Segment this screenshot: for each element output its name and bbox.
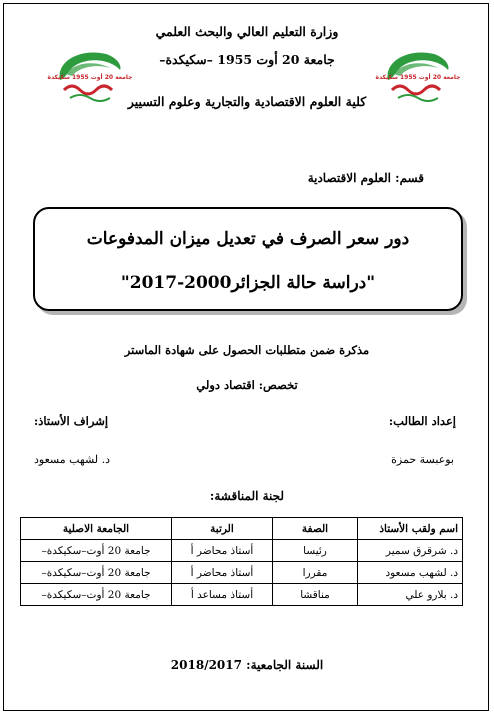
member-role: مناقشا [273, 584, 358, 606]
member-university: جامعة 20 أوت–سكيكدة– [21, 584, 172, 606]
member-name: د. بلارو علي [358, 584, 463, 606]
supervisor-name: د. لشهب مسعود [34, 453, 111, 466]
member-rank: أستاذ محاضر أ [172, 540, 273, 562]
table-row [21, 584, 463, 606]
member-role: رئيسا [273, 540, 358, 562]
member-rank: أستاذ محاضر أ [172, 562, 273, 584]
member-name: د. لشهب مسعود [358, 562, 463, 584]
header-rank: الرتبة [172, 518, 273, 540]
logo-text: جامعة 20 أوت 1955 سكيكدة [47, 74, 133, 81]
table-row [21, 540, 463, 562]
student-label: إعداد الطالب: [388, 414, 456, 428]
faculty-name: كلية العلوم الاقتصادية والتجارية وعلوم التسيير [127, 94, 367, 109]
member-university: جامعة 20 أوت–سكيكدة– [21, 540, 172, 562]
academic-year: السنة الجامعية: 2018/2017 [170, 658, 324, 672]
table-header-row [21, 518, 463, 540]
committee-label: لجنة المناقشة: [209, 489, 285, 503]
specialty: تخصص: اقتصاد دولي [196, 378, 298, 392]
department: قسم: العلوم الاقتصادية [307, 171, 424, 185]
thesis-title: دور سعر الصرف في تعديل ميزان المدفوعات [86, 229, 410, 249]
member-rank: أستاذ مساعد أ [172, 584, 273, 606]
title-box [33, 207, 463, 311]
supervisor-label: إشراف الأستاذ: [34, 414, 109, 428]
member-role: مقررا [273, 562, 358, 584]
ministry-name: وزارة التعليم العالي والبحث العلمي [155, 24, 339, 39]
header-role: الصفة [273, 518, 358, 540]
thesis-subtitle: "دراسة حالة الجزائر2000-2017" [120, 273, 376, 293]
university-name: جامعة 20 أوت 1955 –سكيكدة– [159, 52, 335, 67]
committee-table [20, 517, 463, 606]
header-university: الجامعة الاصلية [21, 518, 172, 540]
member-university: جامعة 20 أوت–سكيكدة– [21, 562, 172, 584]
student-name: بوعبسة حمزة [391, 453, 454, 466]
table-row [21, 562, 463, 584]
member-name: د. شرقرق سمير [358, 540, 463, 562]
logo-text: جامعة 20 أوت 1955 سكيكدة [375, 74, 461, 81]
memo-statement: مذكرة ضمن متطلبات الحصول على شهادة الماستر [124, 343, 370, 357]
header-name: اسم ولقب الأستاذ [358, 518, 463, 540]
